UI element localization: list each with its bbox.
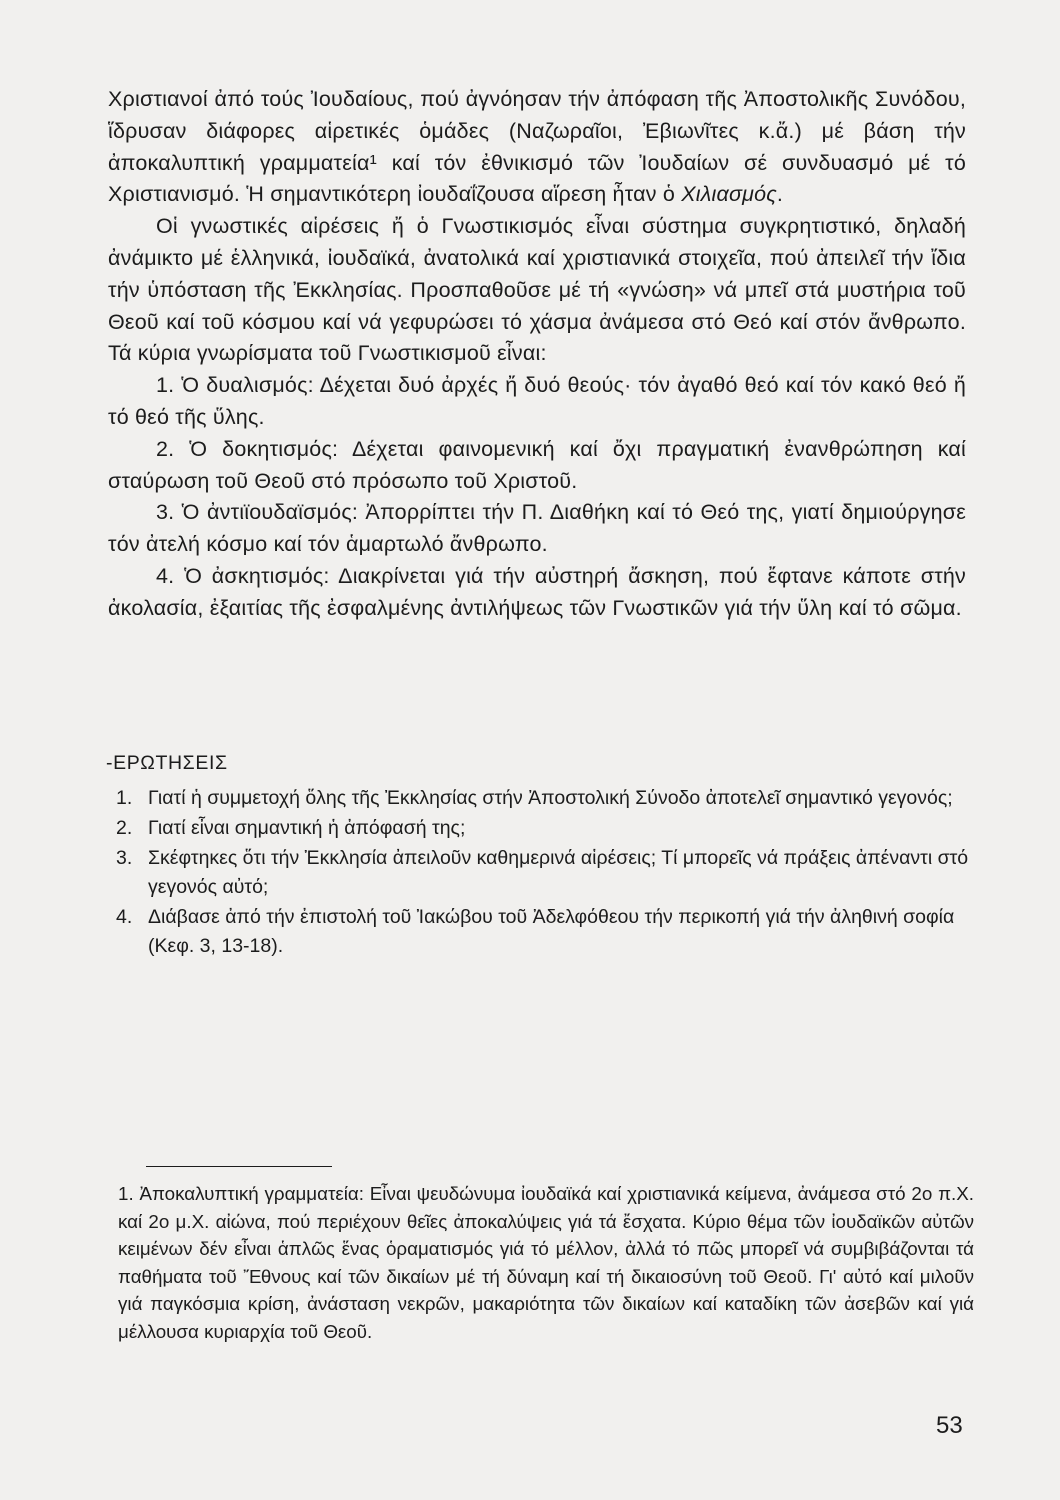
question-text: Διάβασε ἀπό τήν ἐπιστολή τοῦ Ἰακώβου τοῦ Ἀδελφόθεου τήν περικοπή γιά τήν ἀληθινή σοφία (Κεφ. 3, 13-18).: [148, 906, 955, 957]
question-text: Σκέφτηκες ὅτι τήν Ἐκκλησία ἀπειλοῦν καθημερινά αἱρέσεις; Τί μπορεῖς νά πράξεις ἀπέναντι στό γεγονός αὐτό;: [148, 847, 969, 898]
feature-asceticism: 4. Ὁ ἀσκητισμός: Διακρίνεται γιά τήν αὐστηρή ἄσκηση, πού ἔφτανε κάποτε στήν ἀκολασία, ἐξαιτίας τῆς ἐσφαλμένης ἀντιλήψεως τῶν Γνωστικῶν γιά τήν ὕλη καί τό σῶμα.: [108, 563, 966, 620]
feature-docetism: 2. Ὁ δοκητισμός: Δέχεται φαινομενική καί ὄχι πραγματική ἐνανθρώπηση καί σταύρωση τοῦ Θεοῦ στό πρόσωπο τοῦ Χριστοῦ.: [108, 436, 966, 493]
footnote-divider: [146, 1166, 332, 1167]
paragraph-1-text: Χριστιανοί ἀπό τούς Ἰουδαίους, πού ἀγνόησαν τήν ἀπόφαση τῆς Ἀποστολικῆς Συνόδου, ἵδρυσαν διάφορες αἱρετικές ὁμάδες (Ναζωραῖοι, Ἐβιωνῖτες κ.ἄ.) μέ βάση τήν ἀποκαλυπτική γραμματεία¹ καί τόν ἐθνικισμό τῶν Ἰουδαίων σέ συνδυασμό μέ τό Χριστιανισμό. Ἡ σημαντικότερη ἰουδαΐζουσα αἵρεση ἦταν ὁ: [108, 87, 966, 207]
question-text: Γιατί ἡ συμμετοχή ὅλης τῆς Ἐκκλησίας στήν Ἀποστολική Σύνοδο ἀποτελεῖ σημαντικό γεγονός;: [148, 787, 953, 809]
question-item: [116, 844, 976, 902]
paragraph-1-end: .: [776, 182, 784, 207]
feature-anti-judaism: 3. Ὁ ἀντιϊουδαϊσμός: Ἀπορρίπτει τήν Π. Διαθήκη καί τό Θεό της, γιατί δημιούργησε τόν ἀτελή κόσμο καί τόν ἁμαρτωλό ἄνθρωπο.: [108, 500, 966, 557]
question-number: 2.: [116, 817, 133, 839]
question-number: 1.: [116, 787, 133, 809]
footnote: 1. Ἀποκαλυπτική γραμματεία: Εἶναι ψευδώνυμα ἰουδαϊκά καί χριστιανικά κείμενα, ἀνάμεσα στό 2ο π.Χ. καί 2ο μ.Χ. αἰώνα, πού περιέχουν θεῖες ἀποκαλύψεις γιά τά ἔσχατα. Κύριο θέμα τῶν ἰουδαϊκῶν αὐτῶν κειμένων δέν εἶναι ἁπλῶς ἕνας ὁραματισμός γιά τό μέλλον, ἀλλά τό πῶς μπορεῖ νά συμβιβάζονται τά παθήματα τοῦ Ἔθνους καί τῶν δικαίων μέ τή δύναμη καί τή δικαιοσύνη τοῦ Θεοῦ. Γι' αὐτό καί μιλοῦν γιά παγκόσμια κρίση, ἀνάσταση νεκρῶν, μακαριότητα τῶν δικαίων καί καταδίκη τῶν ἀσεβῶν καί γιά μέλλουσα κυριαρχία τοῦ Θεοῦ.: [118, 1183, 974, 1342]
feature-dualism: 1. Ὁ δυαλισμός: Δέχεται δυό ἀρχές ἤ δυό θεούς· τόν ἀγαθό θεό καί τόν κακό θεό ἤ τό θεό τῆς ὕλης.: [108, 373, 966, 429]
paragraph-2: Οἱ γνωστικές αἱρέσεις ἤ ὁ Γνωστικισμός εἶναι σύστημα συγκρητιστικό, δηλαδή ἀνάμικτο μέ ἑλληνικά, ἰουδαϊκά, ἀνατολικά καί χριστιανικά στοιχεῖα, πού ἀπειλεῖ τήν ἴδια τήν ὑπόσταση τῆς Ἐκκλησίας. Προσπαθοῦσε μέ τή «γνώση» νά μπεῖ στά μυστήρια τοῦ Θεοῦ καί τοῦ κόσμου καί νά γεφυρώσει τό χάσμα ἀνάμεσα στό Θεό καί στόν ἄνθρωπο. Τά κύρια γνωρίσματα τοῦ Γνωστικισμοῦ εἶναι:: [108, 214, 966, 366]
question-item: [116, 903, 976, 961]
question-item: [116, 784, 976, 813]
main-text: [108, 84, 966, 625]
questions-heading: -ΕΡΩΤΗΣΕΙΣ: [106, 752, 228, 774]
question-number: 3.: [116, 847, 133, 869]
question-text: Γιατί εἶναι σημαντική ἡ ἀπόφασή της;: [148, 817, 466, 839]
question-item: [116, 814, 976, 843]
page-number: 53: [936, 1412, 963, 1439]
chiliasm-term: Χιλιασμός: [681, 182, 777, 207]
paragraph-1: [108, 84, 966, 211]
question-number: 4.: [116, 906, 133, 928]
questions-list: [116, 784, 976, 962]
